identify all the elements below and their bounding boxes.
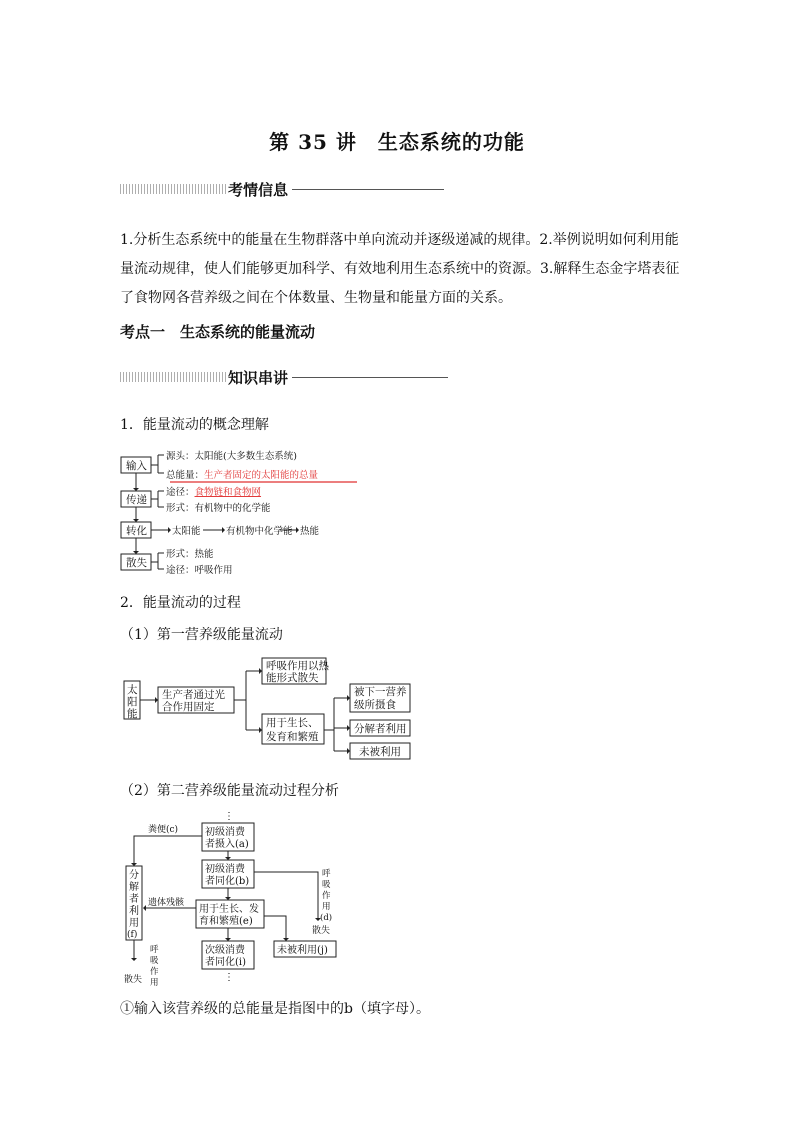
producer-line: 合作用固定 — [162, 701, 215, 713]
growth-line: 发育和繁殖 — [266, 731, 319, 743]
resp-d-char: (d) — [320, 913, 333, 923]
total-text — [166, 469, 319, 481]
resp-d-char: 吸 — [322, 880, 331, 890]
heat-f-label: 散失 — [124, 975, 143, 985]
next-line: 次级消费 — [205, 945, 245, 956]
second-level-flow-diagram — [118, 808, 348, 988]
unused-label: 未被利用 — [359, 746, 401, 758]
decomp-char: 分 — [129, 870, 139, 881]
section-header-zhishi — [120, 369, 450, 387]
page-title: 第 35 讲 生态系统的功能 — [269, 130, 525, 154]
kaodian-heading: 考点一 生态系统的能量流动 — [120, 323, 316, 341]
resp-f-char: 呼 — [150, 945, 159, 955]
form-transfer-text: 形式：有机物中的化学能 — [166, 503, 271, 514]
route-text — [166, 486, 261, 498]
decomp-char: (f) — [127, 930, 138, 940]
heat-d-label: 散失 — [312, 926, 331, 936]
resp-line: 能形式散失 — [266, 672, 319, 684]
first-level-flow-diagram — [118, 654, 418, 766]
decomp-char: 者 — [129, 894, 139, 905]
decomp-char: 用 — [129, 918, 139, 929]
producer-line: 生产者通过光 — [162, 689, 225, 701]
decomp-char: 利 — [129, 906, 139, 917]
section-dots — [120, 372, 226, 382]
sub-heading-second-level: （2）第二营养级能量流动过程分析 — [120, 783, 339, 799]
decomp-char: 解 — [129, 882, 139, 893]
assim-line: 初级消费 — [205, 864, 245, 875]
section-dots — [120, 184, 226, 194]
section-header-kaoqing — [120, 181, 450, 199]
transfer-label: 传递 — [126, 494, 147, 506]
heading-concept: 1．能量流动的概念理解 — [120, 417, 269, 433]
input-label: 输入 — [126, 460, 147, 472]
ingest-line: 初级消费 — [205, 827, 245, 838]
convert-label: 转化 — [126, 525, 147, 537]
route-resp-text: 途径：呼吸作用 — [166, 565, 233, 576]
feces-label: 粪便(c) — [148, 825, 179, 835]
growth-line: 用于生长、发 — [199, 904, 259, 915]
sun-char: 太 — [127, 684, 138, 696]
note-line: ①输入该营养级的总能量是指图中的b（填字母）。 — [120, 1001, 430, 1017]
total-red: 生产者固定的太阳能的总量 — [204, 470, 319, 481]
growth-line: 育和繁殖(e) — [199, 916, 253, 927]
resp-d-char: 作 — [322, 891, 331, 901]
resp-f-char: 作 — [150, 967, 159, 977]
decomposer-label: 分解者利用 — [354, 723, 407, 735]
sun-char: 阳 — [127, 696, 138, 708]
sub-heading-first-level: （1）第一营养级能量流动 — [120, 627, 283, 643]
ingest-line: 者摄入(a) — [205, 839, 249, 850]
remains-label: 遗体残骸 — [148, 898, 185, 908]
total-prefix: 总能量： — [166, 470, 205, 481]
resp-f-char: 吸 — [150, 956, 159, 966]
route-red: 食物链和食物网 — [194, 487, 262, 498]
next-line: 者同化(i) — [205, 957, 247, 968]
next-line: 被下一营养 — [354, 686, 407, 698]
route-prefix: 途径： — [166, 487, 195, 498]
unused-label: 未被利用(j) — [277, 945, 328, 956]
section-rule — [292, 377, 448, 378]
intro-paragraph: 1.分析生态系统中的能量在生物群落中单向流动并逐级递减的规律。2.举例说明如何利用能量流动规律，使人们能够更加科学、有效地利用生态系统中的资源。3.解释生态金字塔表征了食物网各营养级之间在个体数量、生物量和能量方面的关系。 — [120, 232, 680, 306]
dots-top: ⋮ — [224, 811, 234, 822]
sun-char: 能 — [127, 708, 138, 720]
section-label: 知识串讲 — [228, 369, 289, 387]
concept-diagram — [118, 444, 378, 580]
convert-heat: 热能 — [300, 526, 320, 537]
resp-line: 呼吸作用以热 — [266, 660, 329, 672]
dissipate-label: 散失 — [126, 557, 147, 569]
resp-f-char: 用 — [150, 978, 159, 988]
form-heat-text: 形式：热能 — [166, 549, 214, 560]
growth-line: 用于生长、 — [266, 717, 319, 729]
resp-d-char: 用 — [322, 902, 331, 912]
dots-bottom: ⋮ — [224, 972, 234, 983]
assim-line: 者同化(b) — [205, 876, 250, 887]
convert-sun: 太阳能 — [172, 526, 201, 537]
section-rule — [292, 189, 444, 190]
heading-process: 2．能量流动的过程 — [120, 595, 241, 611]
resp-d-char: 呼 — [322, 869, 331, 879]
section-label: 考情信息 — [228, 181, 289, 199]
source-text: 源头：太阳能(大多数生态系统) — [166, 451, 297, 462]
next-line: 级所摄食 — [354, 699, 396, 711]
convert-organic: 有机物中化学能 — [226, 526, 293, 537]
